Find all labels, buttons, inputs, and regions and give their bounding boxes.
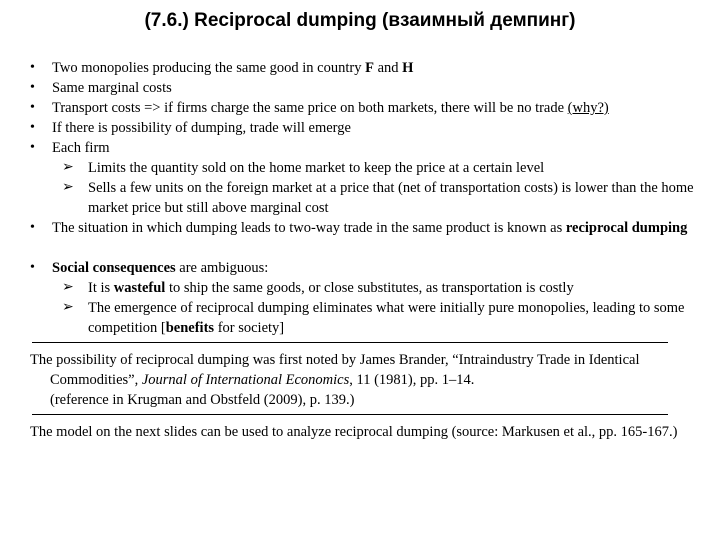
bullet-text: Two monopolies producing the same good in country [52,60,366,76]
bullet-dot-icon: • [30,80,35,95]
citation-text [30,350,716,390]
bullet-item [30,98,716,118]
model-note: The model on the next slides can be used to analyze reciprocal dumping (source: Markusen et al., pp. 165-167.) [30,424,678,440]
bullet-dot-icon: • [30,260,35,275]
sub-bullet-item [30,158,716,178]
term-reciprocal-dumping: reciprocal dumping [565,220,688,236]
bullet-text: and [373,60,403,76]
bullet-item [30,58,716,78]
sub-bullet-text: The emergence of reciprocal dumping eliminates what were initially pure monopolies, leading to some competition [ [88,300,685,336]
sub-bullet-item [30,298,716,338]
bullet-dot-icon: • [30,140,35,155]
divider [32,414,668,415]
reference-text: (reference in Krugman and Obstfeld (2009), p. 139.) [50,392,355,408]
sub-bullet-item [30,178,716,218]
citation-suffix: , 11 (1981), pp. 1–14. [349,372,475,388]
country-f: F [365,60,374,76]
sub-bullet-item [30,278,716,298]
bullet-text: The situation in which dumping leads to two-way trade in the same product is known as [52,220,566,236]
bullet-item [30,258,716,278]
bullet-item [30,138,716,158]
term-wasteful: wasteful [113,280,166,296]
bullet-text: If there is possibility of dumping, trade will emerge [52,120,351,136]
bullet-dot-icon: • [30,100,35,115]
bullet-text: Each firm [52,140,110,156]
bullet-text: Transport costs => if firms charge the same price on both markets, there will be no trade [52,100,568,116]
bullet-text: are ambiguous: [175,260,269,276]
citation-note [30,350,716,410]
term-benefits: benefits [165,320,215,336]
sub-bullet-text: Sells a few units on the foreign market at a price that (net of transportation costs) is lower than the home market price but still above marginal cost [88,180,694,216]
citation-prefix: The possibility of reciprocal dumping was first noted by James Brander, “Intraindustry Trade in Identical Commodities”, [30,352,640,388]
arrow-right-icon: ➢ [62,160,74,175]
bullet-item [30,78,716,98]
sub-bullet-text: to ship the same goods, or close substitutes, as transportation is costly [165,280,574,296]
bullet-item [30,118,716,138]
bullet-dot-icon: • [30,220,35,235]
arrow-right-icon: ➢ [62,300,74,315]
bullet-dot-icon: • [30,60,35,75]
spacer [30,238,716,258]
arrow-right-icon: ➢ [62,180,74,195]
term-social-consequences: Social consequences [52,260,176,276]
bullet-text: Same marginal costs [52,80,172,96]
journal-title: Journal of International Economics [141,372,350,388]
country-h: H [402,60,414,76]
slide-title: (7.6.) Reciprocal dumping (взаимный демпинг) [144,10,576,31]
bullet-item [30,218,716,238]
slide-content [30,58,716,442]
arrow-right-icon: ➢ [62,280,74,295]
sub-bullet-text: for society] [214,320,285,336]
bullet-dot-icon: • [30,120,35,135]
divider [32,342,668,343]
sub-bullet-text: Limits the quantity sold on the home market to keep the price at a certain level [88,160,545,176]
why-link[interactable]: (why?) [567,100,609,116]
sub-bullet-text: It is [88,280,114,296]
